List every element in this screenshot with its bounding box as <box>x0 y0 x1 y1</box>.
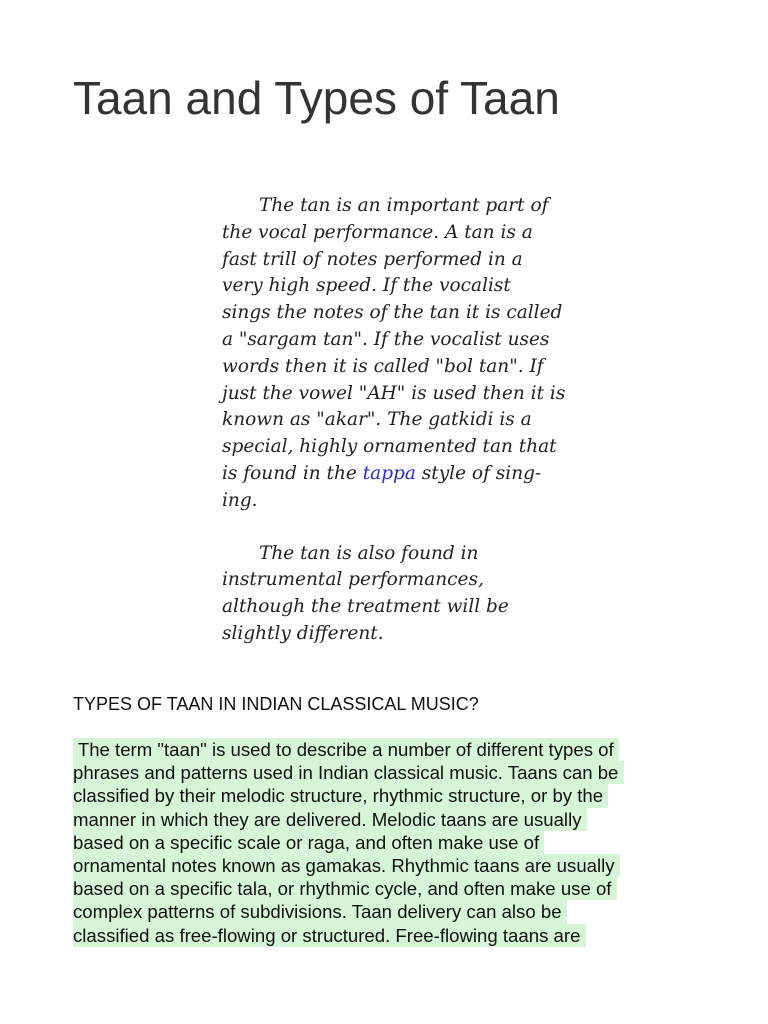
highlighted-line: classified by their melodic structure, rhythmic structure, or by the <box>73 785 609 807</box>
paragraph-line: the vocal performance. A tan is a <box>222 221 533 243</box>
intro-block <box>222 193 567 648</box>
paragraph-line: fast trill of notes performed in a <box>222 248 523 270</box>
tappa-link[interactable]: tappa <box>362 462 416 484</box>
highlighted-line: manner in which they are delivered. Melodic taans are usually <box>73 808 587 830</box>
paragraph-line: a "sargam tan". If the vocalist uses <box>222 328 550 350</box>
paragraph-line <box>222 461 567 488</box>
paragraph-line: instrumental performances, <box>222 569 484 591</box>
highlighted-line: classified as free-flowing or structured. Free-flowing taans are <box>73 924 586 946</box>
paragraph-line: known as "akar". The gatkidi is a <box>222 409 532 431</box>
paragraph-line: The tan is also found in <box>259 542 479 564</box>
highlighted-line: based on a specific tala, or rhythmic cycle, and often make use of <box>73 878 617 900</box>
paragraph-line: ing. <box>222 489 258 511</box>
highlighted-line: phrases and patterns used in Indian classical music. Taans can be <box>73 762 624 784</box>
intro-paragraph-1 <box>222 193 567 515</box>
highlighted-paragraph <box>73 738 624 947</box>
paragraph-line: very high speed. If the vocalist <box>222 275 511 297</box>
paragraph-text: style of sing- <box>415 462 542 484</box>
paragraph-line: slightly different. <box>222 622 384 644</box>
intro-paragraph-2 <box>222 541 567 648</box>
paragraph-line: sings the notes of the tan it is called <box>222 302 563 324</box>
paragraph-line: special, highly ornamented tan that <box>222 436 557 458</box>
highlighted-line: The term "taan" is used to describe a number of different types of <box>73 739 619 760</box>
paragraph-line: The tan is an important part of <box>259 195 549 216</box>
paragraph-line: words then it is called "bol tan". If <box>222 355 544 377</box>
highlighted-line: based on a specific scale or raga, and often make use of <box>73 831 545 853</box>
paragraph-text: is found in the <box>222 462 363 484</box>
page-title: Taan and Types of Taan <box>73 72 560 124</box>
highlighted-line: complex patterns of subdivisions. Taan delivery can also be <box>73 901 567 923</box>
section-heading: TYPES OF TAAN IN INDIAN CLASSICAL MUSIC? <box>73 694 479 714</box>
highlighted-line: ornamental notes known as gamakas. Rhythmic taans are usually <box>73 855 620 877</box>
paragraph-line: just the vowel "AH" is used then it is <box>222 382 566 404</box>
paragraph-line: although the treatment will be <box>222 596 509 618</box>
